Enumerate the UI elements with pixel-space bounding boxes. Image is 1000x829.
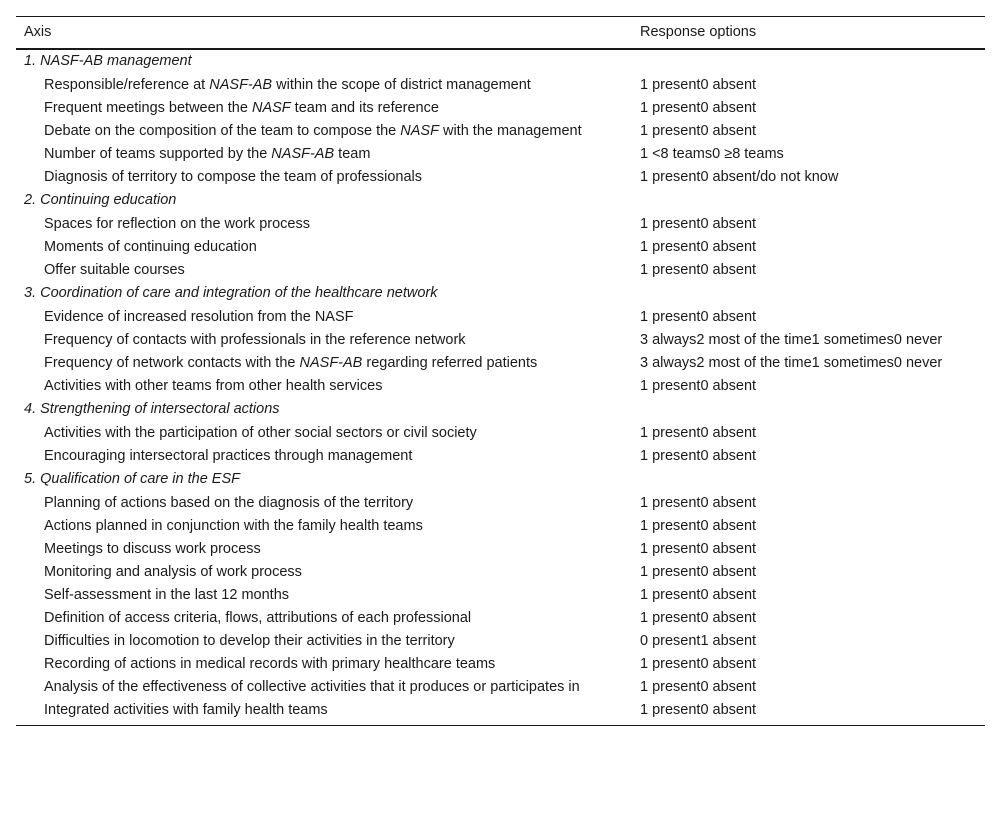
table-row bbox=[16, 97, 985, 120]
table-row bbox=[16, 653, 985, 676]
axis-column-header: Axis bbox=[16, 17, 632, 49]
response-cell: 1 present0 absent bbox=[632, 699, 985, 726]
section-title-cell bbox=[16, 468, 632, 492]
axis-cell bbox=[16, 329, 632, 352]
section-row bbox=[16, 468, 985, 492]
response-cell: 1 present0 absent bbox=[640, 655, 757, 672]
table-row bbox=[16, 120, 985, 143]
table-row bbox=[16, 74, 985, 97]
table-row bbox=[16, 676, 985, 699]
axis-cell bbox=[16, 306, 632, 329]
axis-cell bbox=[16, 97, 632, 120]
axis-cell bbox=[16, 352, 632, 375]
axis-term-italic: NASF bbox=[251, 99, 291, 116]
response-cell: 1 present0 absent bbox=[640, 424, 757, 441]
axis-term-italic: NASF-AB bbox=[271, 145, 335, 162]
axis-text: Recording of actions in medical records with primary healthcare teams bbox=[44, 655, 496, 672]
axis-text: Frequency of network contacts with the bbox=[44, 354, 300, 371]
axis-cell bbox=[16, 699, 632, 726]
table-row bbox=[16, 236, 985, 259]
section-title-cell bbox=[16, 398, 632, 422]
table-row bbox=[16, 352, 985, 375]
table-row bbox=[16, 375, 985, 398]
axis-text: within the scope of district management bbox=[272, 76, 531, 93]
response-cell: 1 present0 absent bbox=[640, 517, 757, 534]
section-title-cell bbox=[16, 49, 632, 74]
axis-text: Evidence of increased resolution from the NASF bbox=[44, 308, 354, 325]
axis-text: Meetings to discuss work process bbox=[44, 540, 261, 557]
axis-text: Difficulties in locomotion to develop their activities in the territory bbox=[44, 632, 455, 649]
axis-text: Activities with the participation of other social sectors or civil society bbox=[44, 424, 477, 441]
axis-text: Self-assessment in the last 12 months bbox=[44, 586, 290, 603]
section-row bbox=[16, 282, 985, 306]
table-row bbox=[16, 630, 985, 653]
axis-cell bbox=[16, 422, 632, 445]
axis-cell bbox=[16, 676, 632, 699]
axis-text: Definition of access criteria, flows, attributions of each professional bbox=[44, 609, 472, 626]
table-row bbox=[16, 306, 985, 329]
axis-text: team and its reference bbox=[290, 99, 439, 116]
response-cell: 1 present0 absent bbox=[640, 563, 757, 580]
axis-cell bbox=[16, 120, 632, 143]
response-cell: 1 present0 absent bbox=[640, 99, 757, 116]
response-cell: 1 present0 absent bbox=[640, 238, 757, 255]
axis-text: Moments of continuing education bbox=[44, 238, 257, 255]
axis-cell bbox=[16, 653, 632, 676]
axis-response-table bbox=[16, 16, 985, 726]
response-cell bbox=[632, 468, 985, 492]
axis-term-italic: NASF bbox=[400, 122, 439, 139]
response-cell: 1 present0 absent bbox=[640, 678, 757, 695]
axis-cell bbox=[16, 492, 632, 515]
response-cell: 1 present0 absent bbox=[640, 308, 757, 325]
response-cell: 1 present0 absent bbox=[640, 540, 757, 557]
axis-text: Actions planned in conjunction with the family health teams bbox=[44, 517, 423, 534]
axis-cell bbox=[16, 607, 632, 630]
table-row bbox=[16, 561, 985, 584]
response-cell: 1 <8 teams0 ≥8 teams bbox=[640, 145, 784, 162]
axis-cell bbox=[16, 259, 632, 282]
axis-text: Diagnosis of territory to compose the team of professionals bbox=[44, 168, 422, 185]
section-title-cell bbox=[16, 282, 632, 306]
axis-text: team bbox=[334, 145, 371, 162]
axis-text: with the management bbox=[438, 122, 582, 139]
response-cell: 1 present0 absent bbox=[640, 494, 757, 511]
response-cell bbox=[632, 398, 985, 422]
response-cell: 0 present1 absent bbox=[640, 632, 757, 649]
axis-text: Frequency of contacts with professionals in the reference network bbox=[44, 331, 466, 348]
response-cell: 3 always2 most of the time1 sometimes0 never bbox=[640, 331, 943, 348]
axis-text: Monitoring and analysis of work process bbox=[44, 563, 302, 580]
axis-text: Planning of actions based on the diagnosis of the territory bbox=[44, 494, 414, 511]
axis-cell bbox=[16, 74, 632, 97]
axis-term-italic: NASF-AB bbox=[209, 76, 273, 93]
axis-text: Integrated activities with family health teams bbox=[44, 701, 328, 718]
table-row bbox=[16, 607, 985, 630]
axis-text: 4. Strengthening of intersectoral actions bbox=[24, 400, 280, 417]
table-row bbox=[16, 584, 985, 607]
response-cell bbox=[632, 282, 985, 306]
axis-text: Spaces for reflection on the work process bbox=[44, 215, 310, 232]
response-cell: 1 present0 absent bbox=[640, 215, 757, 232]
response-cell: 1 present0 absent bbox=[640, 261, 757, 278]
table-row bbox=[16, 259, 985, 282]
axis-text: 1. NASF-AB management bbox=[24, 52, 192, 69]
table-row bbox=[16, 492, 985, 515]
axis-text: 3. Coordination of care and integration of the healthcare network bbox=[24, 284, 438, 301]
axis-cell bbox=[16, 538, 632, 561]
axis-cell bbox=[16, 630, 632, 653]
axis-cell bbox=[16, 584, 632, 607]
section-row bbox=[16, 189, 985, 213]
response-cell: 3 always2 most of the time1 sometimes0 never bbox=[640, 354, 943, 371]
axis-cell bbox=[16, 445, 632, 468]
axis-cell bbox=[16, 515, 632, 538]
axis-text: Offer suitable courses bbox=[44, 261, 185, 278]
table-row bbox=[16, 445, 985, 468]
response-cell bbox=[632, 49, 985, 74]
axis-cell bbox=[16, 143, 632, 166]
table-row bbox=[16, 213, 985, 236]
section-title-cell bbox=[16, 189, 632, 213]
table-row bbox=[16, 538, 985, 561]
table-row bbox=[16, 329, 985, 352]
table-row bbox=[16, 143, 985, 166]
table-row bbox=[16, 515, 985, 538]
table-row bbox=[16, 166, 985, 189]
section-row bbox=[16, 398, 985, 422]
axis-text: Debate on the composition of the team to compose the bbox=[44, 122, 401, 139]
table-body bbox=[16, 49, 985, 726]
response-cell: 1 present0 absent bbox=[640, 76, 757, 93]
axis-term-italic: NASF-AB bbox=[299, 354, 363, 371]
axis-cell bbox=[16, 375, 632, 398]
response-cell: 1 present0 absent bbox=[640, 377, 757, 394]
axis-text: Number of teams supported by the bbox=[44, 145, 272, 162]
response-cell: 1 present0 absent bbox=[640, 447, 757, 464]
axis-text: Frequent meetings between the bbox=[44, 99, 252, 116]
axis-cell bbox=[16, 561, 632, 584]
axis-cell bbox=[16, 213, 632, 236]
axis-text: 5. Qualification of care in the ESF bbox=[24, 470, 240, 487]
response-cell: 1 present0 absent/do not know bbox=[640, 168, 839, 185]
response-cell bbox=[632, 189, 985, 213]
table-row bbox=[16, 422, 985, 445]
axis-text: Analysis of the effectiveness of collective activities that it produces or participates in bbox=[44, 678, 580, 695]
axis-text: 2. Continuing education bbox=[24, 191, 177, 208]
response-cell: 1 present0 absent bbox=[640, 586, 757, 603]
axis-cell bbox=[16, 236, 632, 259]
response-cell: 1 present0 absent bbox=[640, 122, 757, 139]
response-cell: 1 present0 absent bbox=[640, 609, 757, 626]
table-header-row bbox=[16, 17, 985, 49]
axis-text: Responsible/reference at bbox=[44, 76, 210, 93]
axis-text: Encouraging intersectoral practices through management bbox=[44, 447, 413, 464]
axis-text: Activities with other teams from other health services bbox=[44, 377, 383, 394]
table-row bbox=[16, 699, 985, 726]
response-column-header: Response options bbox=[632, 17, 985, 49]
section-row bbox=[16, 49, 985, 74]
axis-text: regarding referred patients bbox=[362, 354, 538, 371]
axis-cell bbox=[16, 166, 632, 189]
